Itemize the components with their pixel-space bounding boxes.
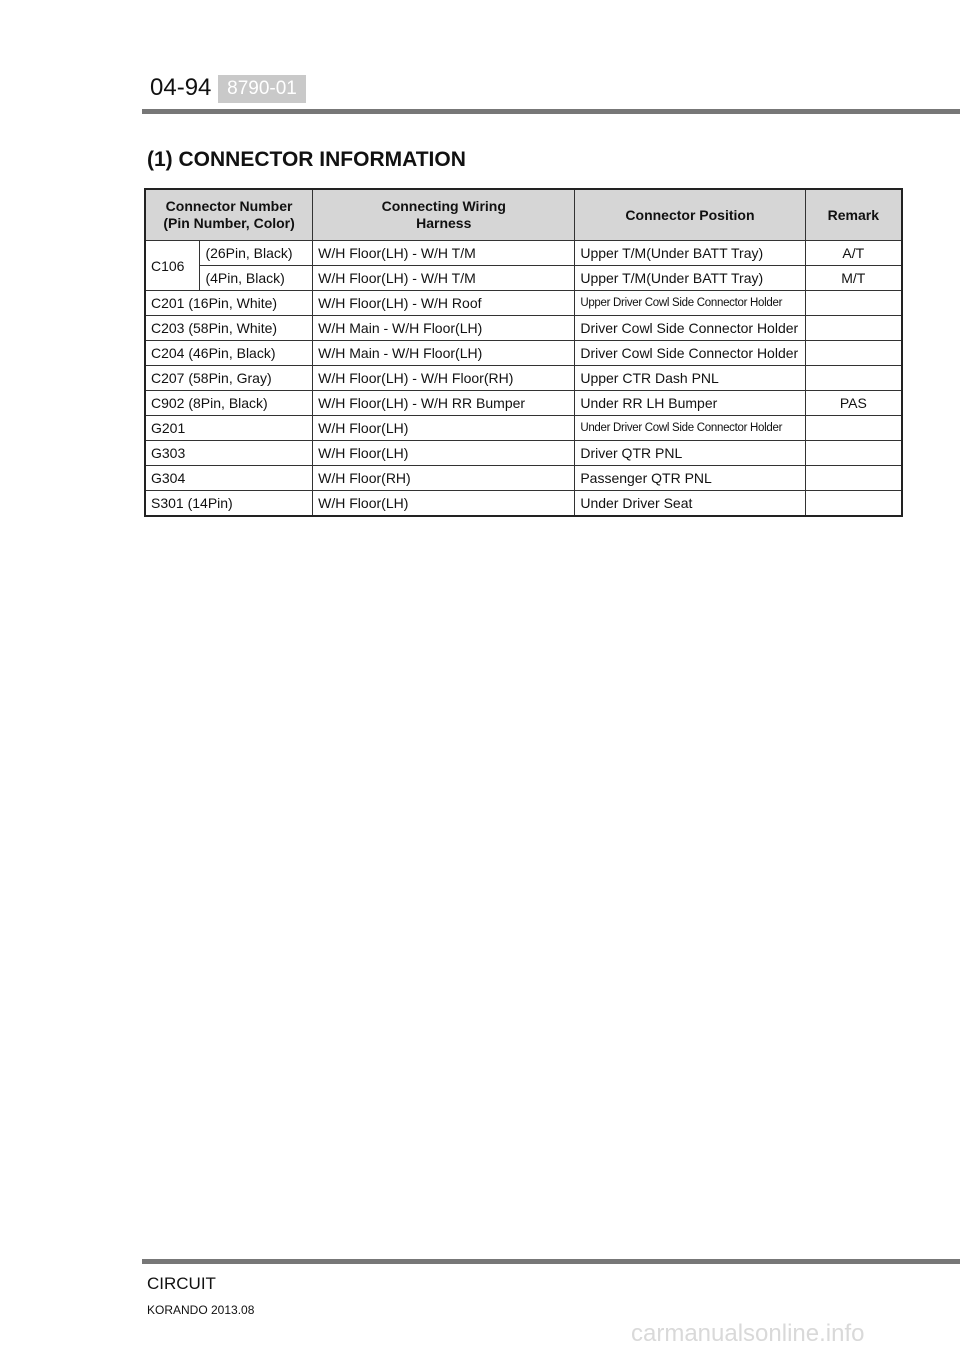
- position-cell: Driver QTR PNL: [575, 441, 805, 466]
- connector-cell: C106: [145, 241, 200, 291]
- connector-table: [144, 188, 903, 517]
- table-header-row: [145, 189, 902, 241]
- connector-cell: G303: [145, 441, 313, 466]
- harness-cell: W/H Main - W/H Floor(LH): [313, 316, 575, 341]
- bottom-divider: [142, 1259, 960, 1264]
- table-row: [145, 466, 902, 491]
- position-cell: Driver Cowl Side Connector Holder: [575, 341, 805, 366]
- connector-cell: C902 (8Pin, Black): [145, 391, 313, 416]
- position-cell: Under Driver Cowl Side Connector Holder: [575, 416, 805, 441]
- remark-cell: [805, 341, 902, 366]
- connector-cell: C207 (58Pin, Gray): [145, 366, 313, 391]
- remark-cell: PAS: [805, 391, 902, 416]
- position-cell: Passenger QTR PNL: [575, 466, 805, 491]
- harness-cell: W/H Floor(RH): [313, 466, 575, 491]
- harness-cell: W/H Floor(LH) - W/H Roof: [313, 291, 575, 316]
- position-cell: Upper T/M(Under BATT Tray): [575, 241, 805, 266]
- harness-cell: W/H Floor(LH): [313, 441, 575, 466]
- table-row: [145, 241, 902, 266]
- page-code-badge: 8790-01: [218, 75, 306, 103]
- connector-cell: S301 (14Pin): [145, 491, 313, 517]
- position-cell: Under RR LH Bumper: [575, 391, 805, 416]
- remark-cell: M/T: [805, 266, 902, 291]
- harness-cell: W/H Main - W/H Floor(LH): [313, 341, 575, 366]
- harness-cell: W/H Floor(LH): [313, 416, 575, 441]
- table-row: [145, 316, 902, 341]
- table-row: [145, 391, 902, 416]
- position-cell: Driver Cowl Side Connector Holder: [575, 316, 805, 341]
- section-title: (1) CONNECTOR INFORMATION: [147, 148, 466, 171]
- position-cell: Upper CTR Dash PNL: [575, 366, 805, 391]
- header-connecting-wiring: Connecting Wiring Harness: [313, 189, 575, 241]
- pin-cell: (4Pin, Black): [200, 266, 313, 291]
- remark-cell: [805, 491, 902, 517]
- connector-cell: C201 (16Pin, White): [145, 291, 313, 316]
- footer-model-date: KORANDO 2013.08: [147, 1303, 255, 1317]
- remark-cell: [805, 316, 902, 341]
- header-connector-position: Connector Position: [575, 189, 805, 241]
- position-cell: Under Driver Seat: [575, 491, 805, 517]
- connector-cell: G304: [145, 466, 313, 491]
- connector-cell: C204 (46Pin, Black): [145, 341, 313, 366]
- remark-cell: [805, 416, 902, 441]
- table-row: [145, 491, 902, 517]
- harness-cell: W/H Floor(LH): [313, 491, 575, 517]
- header-remark: Remark: [805, 189, 902, 241]
- remark-cell: [805, 291, 902, 316]
- table-row: [145, 341, 902, 366]
- harness-cell: W/H Floor(LH) - W/H RR Bumper: [313, 391, 575, 416]
- position-cell: Upper Driver Cowl Side Connector Holder: [575, 291, 805, 316]
- top-divider: [142, 109, 960, 114]
- connector-cell: C203 (58Pin, White): [145, 316, 313, 341]
- table-row: [145, 291, 902, 316]
- connector-cell: G201: [145, 416, 313, 441]
- table-row: [145, 416, 902, 441]
- remark-cell: A/T: [805, 241, 902, 266]
- remark-cell: [805, 466, 902, 491]
- table-row: [145, 266, 902, 291]
- harness-cell: W/H Floor(LH) - W/H Floor(RH): [313, 366, 575, 391]
- table-row: [145, 441, 902, 466]
- remark-cell: [805, 366, 902, 391]
- page-number: 04-94: [150, 74, 212, 101]
- watermark: carmanualsonline.info: [631, 1320, 865, 1347]
- harness-cell: W/H Floor(LH) - W/H T/M: [313, 241, 575, 266]
- pin-cell: (26Pin, Black): [200, 241, 313, 266]
- header-connector-number: Connector Number (Pin Number, Color): [145, 189, 313, 241]
- remark-cell: [805, 441, 902, 466]
- harness-cell: W/H Floor(LH) - W/H T/M: [313, 266, 575, 291]
- table-row: [145, 366, 902, 391]
- footer-section-name: CIRCUIT: [147, 1274, 216, 1293]
- position-cell: Upper T/M(Under BATT Tray): [575, 266, 805, 291]
